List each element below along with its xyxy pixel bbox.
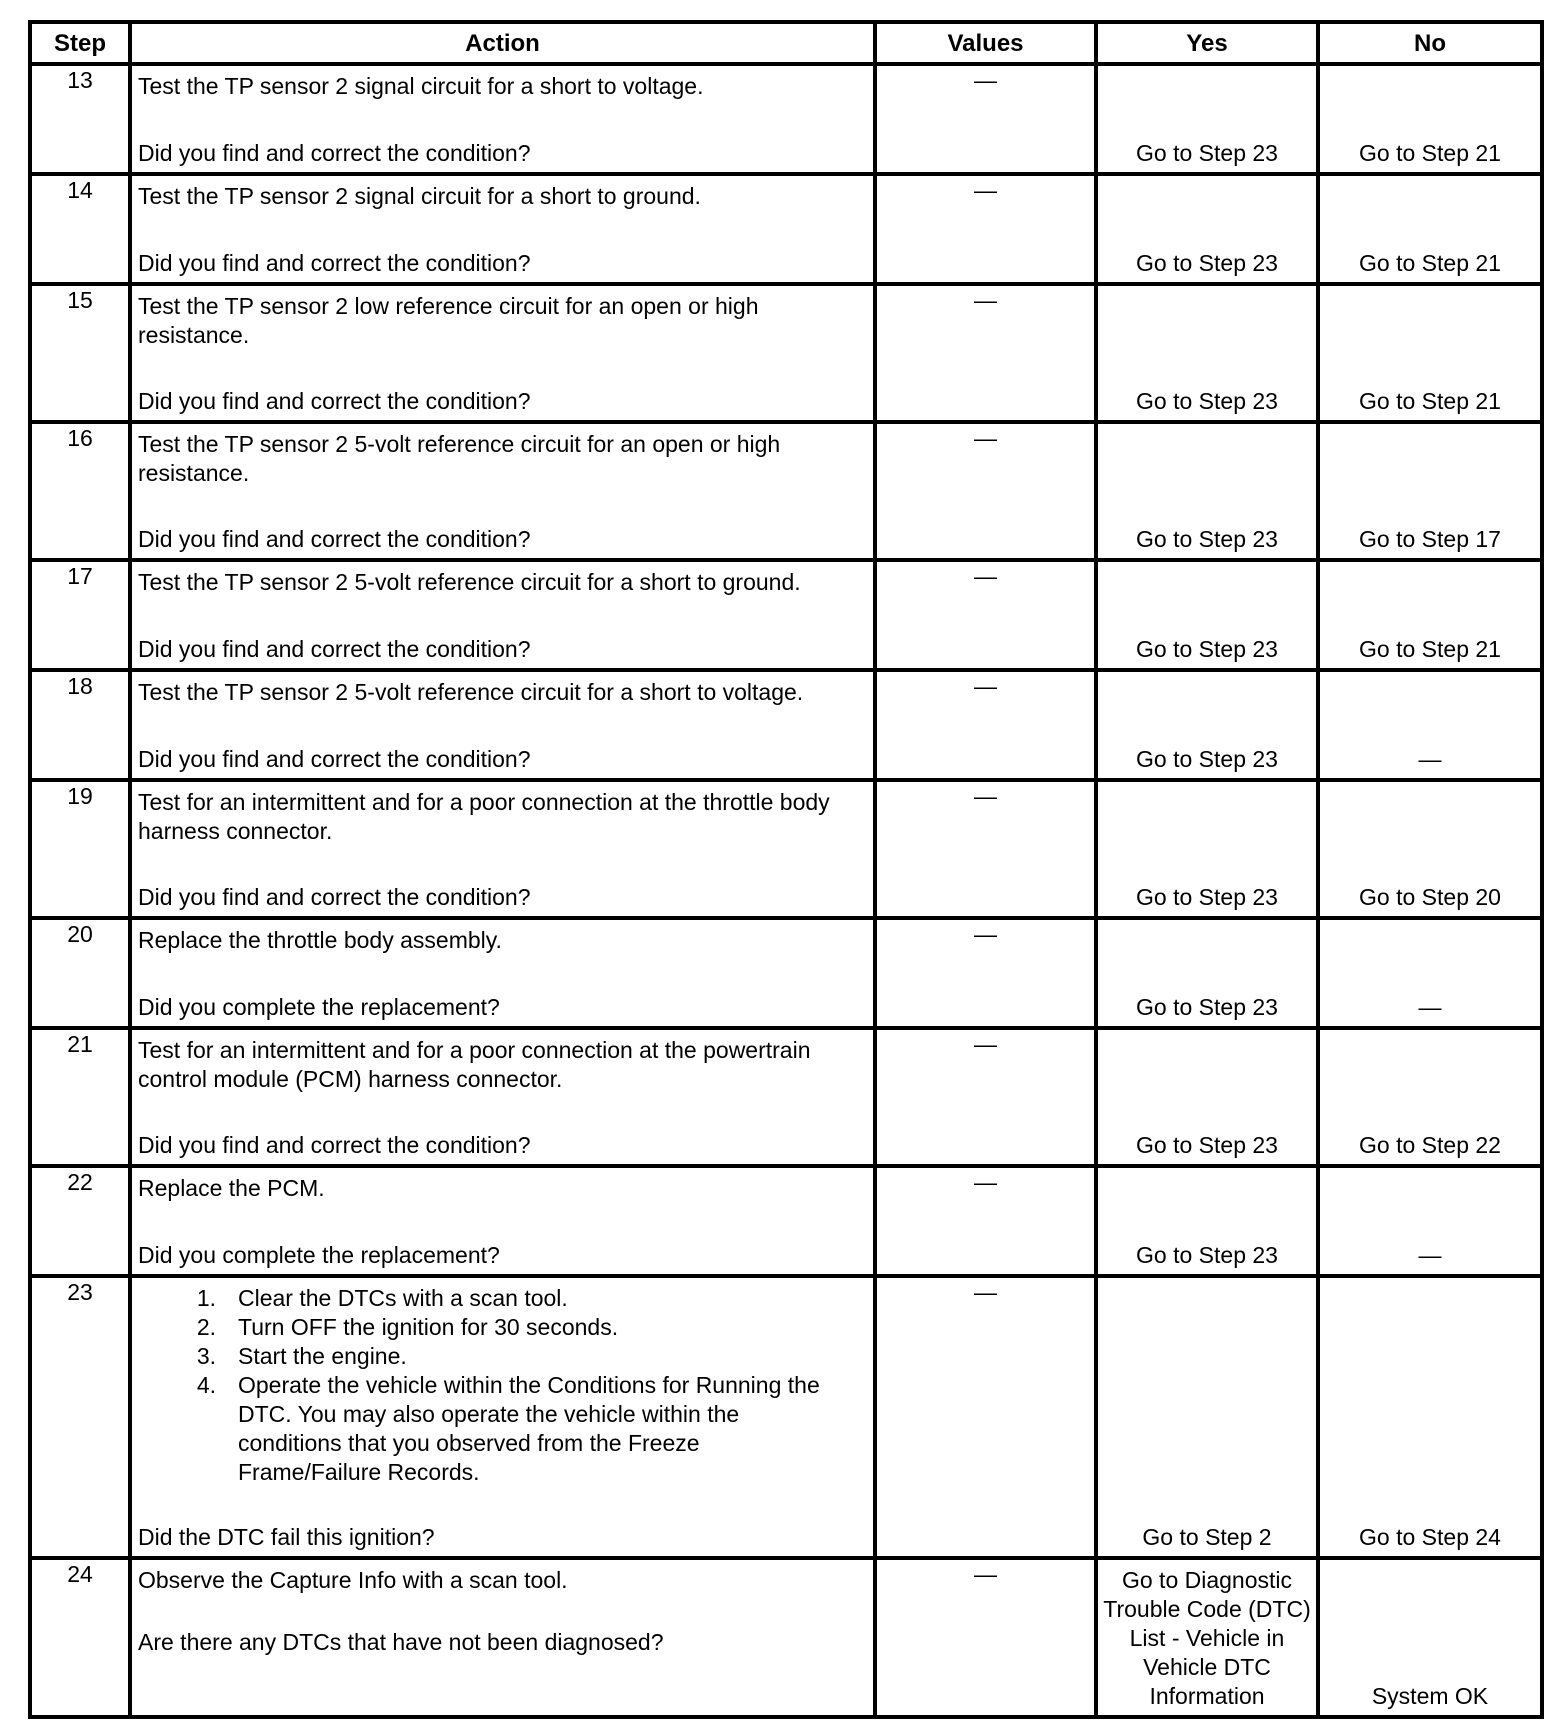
yes-result: Go to Diagnostic Trouble Code (DTC) List - Vehicle in Vehicle DTC Information	[1103, 1567, 1311, 1709]
action-text: Test the TP sensor 2 signal circuit for a short to ground.	[138, 183, 701, 209]
no-result: Go to Step 21	[1359, 250, 1501, 276]
table-row	[30, 918, 1542, 1028]
no-cell	[1318, 1166, 1542, 1276]
yes-cell	[1096, 1028, 1318, 1166]
numbered-steps	[138, 1284, 867, 1487]
action-text: Test for an intermittent and for a poor connection at the powertrain control module (PCM) harness connector.	[138, 1037, 811, 1092]
yes-cell	[1096, 670, 1318, 780]
action-cell	[130, 780, 875, 918]
action-cell	[130, 918, 875, 1028]
header-step: Step	[30, 22, 130, 64]
step-number: 22	[30, 1166, 130, 1276]
table-row	[30, 174, 1542, 284]
step-number: 15	[30, 284, 130, 422]
step-number: 23	[30, 1276, 130, 1558]
action-cell	[130, 1166, 875, 1276]
no-cell	[1318, 284, 1542, 422]
step-item-text: Operate the vehicle within the Conditions for Running the DTC. You may also operate the vehicle within the conditions that you observed from the Freeze Frame/Failure Records.	[238, 1372, 820, 1485]
no-result: Go to Step 22	[1359, 1132, 1501, 1158]
values-cell: —	[875, 422, 1096, 560]
yes-cell	[1096, 64, 1318, 174]
header-action: Action	[130, 22, 875, 64]
yes-cell	[1096, 1276, 1318, 1558]
action-cell	[130, 1028, 875, 1166]
action-text: Replace the PCM.	[138, 1175, 325, 1201]
step-number: 17	[30, 560, 130, 670]
action-question: Did you find and correct the condition?	[138, 526, 531, 552]
step-number: 21	[30, 1028, 130, 1166]
step-number: 18	[30, 670, 130, 780]
action-text: Test the TP sensor 2 5-volt reference circuit for an open or high resistance.	[138, 431, 781, 486]
step-item-text: Turn OFF the ignition for 30 seconds.	[238, 1314, 619, 1340]
no-result: —	[1418, 746, 1442, 772]
yes-cell	[1096, 284, 1318, 422]
values-cell: —	[875, 560, 1096, 670]
table-row	[30, 780, 1542, 918]
action-question: Did you find and correct the condition?	[138, 636, 531, 662]
yes-cell	[1096, 1166, 1318, 1276]
no-cell	[1318, 1558, 1542, 1717]
table-row	[30, 1028, 1542, 1166]
no-result: Go to Step 24	[1359, 1524, 1501, 1550]
yes-result: Go to Step 23	[1136, 1242, 1278, 1268]
step-item	[138, 1342, 867, 1371]
step-number: 16	[30, 422, 130, 560]
action-cell	[130, 1558, 875, 1717]
table-row	[30, 64, 1542, 174]
no-result: System OK	[1371, 1683, 1489, 1709]
action-question: Did you find and correct the condition?	[138, 140, 531, 166]
action-steps	[132, 1278, 873, 1487]
values-cell: —	[875, 284, 1096, 422]
action-cell	[130, 1276, 875, 1558]
table-row	[30, 1276, 1542, 1558]
step-item	[138, 1371, 867, 1487]
action-text: Test the TP sensor 2 signal circuit for a short to voltage.	[138, 73, 704, 99]
no-result: Go to Step 21	[1359, 636, 1501, 662]
no-cell	[1318, 64, 1542, 174]
step-number: 19	[30, 780, 130, 918]
action-question: Did you find and correct the condition?	[138, 388, 531, 414]
action-question: Did you find and correct the condition?	[138, 884, 531, 910]
step-item-text: Start the engine.	[238, 1343, 407, 1369]
values-cell: —	[875, 1558, 1096, 1717]
action-cell	[130, 560, 875, 670]
yes-result: Go to Step 23	[1136, 526, 1278, 552]
values-cell: —	[875, 1028, 1096, 1166]
values-cell: —	[875, 64, 1096, 174]
step-number: 13	[30, 64, 130, 174]
yes-cell	[1096, 780, 1318, 918]
table-row	[30, 1166, 1542, 1276]
values-cell: —	[875, 174, 1096, 284]
table-row	[30, 560, 1542, 670]
values-cell: —	[875, 1276, 1096, 1558]
action-question: Did you complete the replacement?	[138, 1242, 500, 1268]
no-cell	[1318, 560, 1542, 670]
step-number: 24	[30, 1558, 130, 1717]
yes-cell	[1096, 422, 1318, 560]
action-question: Did you complete the replacement?	[138, 994, 500, 1020]
table-header	[30, 22, 1542, 64]
step-number: 20	[30, 918, 130, 1028]
diagnostic-table	[28, 20, 1544, 1719]
step-number: 14	[30, 174, 130, 284]
yes-result: Go to Step 23	[1136, 1132, 1278, 1158]
action-question: Are there any DTCs that have not been diagnosed?	[138, 1629, 664, 1655]
action-text: Observe the Capture Info with a scan tool.	[138, 1567, 568, 1593]
action-text: Test the TP sensor 2 5-volt reference circuit for a short to ground.	[138, 569, 801, 595]
yes-result: Go to Step 2	[1142, 1524, 1272, 1550]
header-values: Values	[875, 22, 1096, 64]
table-row	[30, 422, 1542, 560]
action-cell	[130, 174, 875, 284]
values-cell: —	[875, 1166, 1096, 1276]
action-cell	[130, 284, 875, 422]
yes-cell	[1096, 560, 1318, 670]
no-result: —	[1418, 1242, 1442, 1268]
action-question: Did you find and correct the condition?	[138, 250, 531, 276]
yes-cell	[1096, 174, 1318, 284]
yes-result: Go to Step 23	[1136, 250, 1278, 276]
action-question: Did you find and correct the condition?	[138, 1132, 531, 1158]
action-cell	[130, 422, 875, 560]
yes-result: Go to Step 23	[1136, 884, 1278, 910]
action-question: Did the DTC fail this ignition?	[138, 1524, 435, 1550]
action-text: Test for an intermittent and for a poor connection at the throttle body harness connector.	[138, 789, 830, 844]
yes-cell	[1096, 918, 1318, 1028]
table-row	[30, 670, 1542, 780]
values-cell: —	[875, 780, 1096, 918]
table-row	[30, 284, 1542, 422]
step-item-number: 1.	[196, 1285, 216, 1311]
action-cell	[130, 670, 875, 780]
no-cell	[1318, 780, 1542, 918]
yes-result: Go to Step 23	[1136, 388, 1278, 414]
no-result: Go to Step 20	[1359, 884, 1501, 910]
header-no: No	[1318, 22, 1542, 64]
yes-result: Go to Step 23	[1136, 140, 1278, 166]
step-item-number: 2.	[196, 1314, 216, 1340]
table-row	[30, 1558, 1542, 1717]
values-cell: —	[875, 670, 1096, 780]
no-result: Go to Step 21	[1359, 388, 1501, 414]
values-cell: —	[875, 918, 1096, 1028]
yes-result: Go to Step 23	[1136, 746, 1278, 772]
action-cell	[130, 64, 875, 174]
action-text: Test the TP sensor 2 5-volt reference circuit for a short to voltage.	[138, 679, 804, 705]
no-cell	[1318, 1028, 1542, 1166]
no-cell	[1318, 918, 1542, 1028]
step-item-number: 4.	[196, 1372, 216, 1398]
step-item	[138, 1284, 867, 1313]
yes-result: Go to Step 23	[1136, 636, 1278, 662]
action-question: Did you find and correct the condition?	[138, 746, 531, 772]
no-result: Go to Step 21	[1359, 140, 1501, 166]
step-item-number: 3.	[196, 1343, 216, 1369]
no-cell	[1318, 174, 1542, 284]
no-result: —	[1418, 994, 1442, 1020]
no-cell	[1318, 1276, 1542, 1558]
action-text: Test the TP sensor 2 low reference circuit for an open or high resistance.	[138, 293, 759, 348]
step-item-text: Clear the DTCs with a scan tool.	[238, 1285, 568, 1311]
yes-result: Go to Step 23	[1136, 994, 1278, 1020]
no-result: Go to Step 17	[1359, 526, 1501, 552]
step-item	[138, 1313, 867, 1342]
header-yes: Yes	[1096, 22, 1318, 64]
yes-cell	[1096, 1558, 1318, 1717]
action-text: Replace the throttle body assembly.	[138, 927, 502, 953]
no-cell	[1318, 670, 1542, 780]
no-cell	[1318, 422, 1542, 560]
